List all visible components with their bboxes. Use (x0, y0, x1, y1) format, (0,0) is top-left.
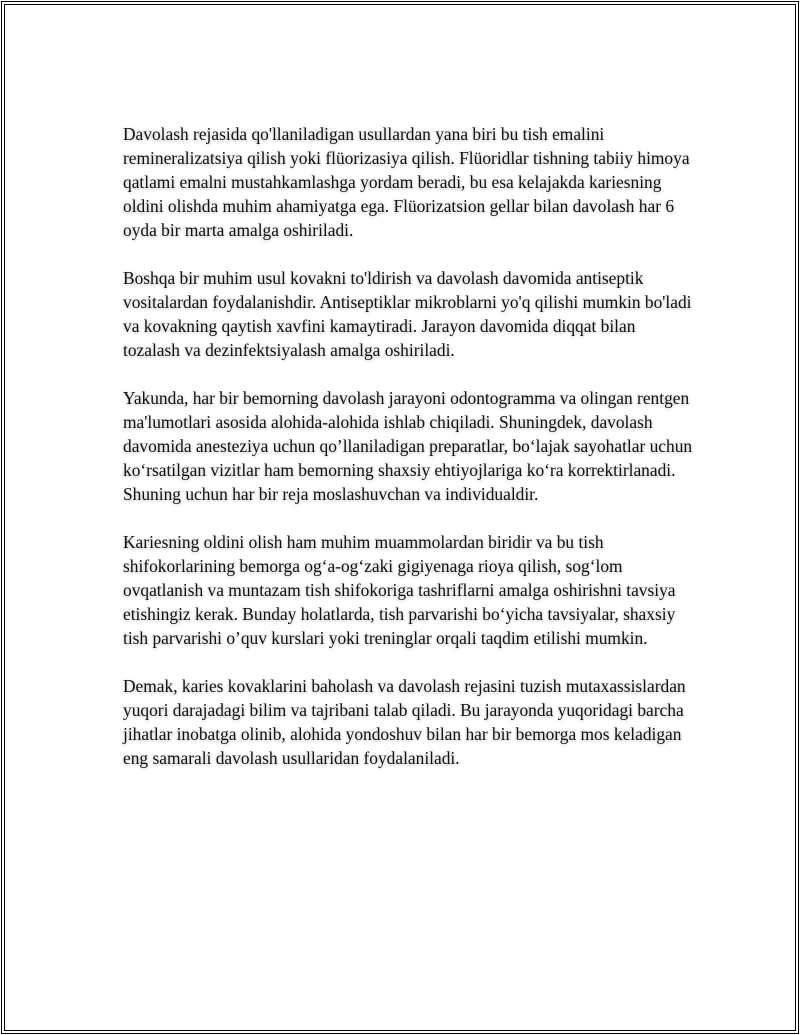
document-body (123, 122, 695, 794)
paragraph-3: Yakunda, har bir bemorning davolash jarayoni odontogramma va olingan rentgen ma'lumotlari asosida alohida-alohida ishlab chiqiladi. Shuningdek, davolash davomida anesteziya uchun qo’llaniladigan preparatlar, bo‘lajak sayohatlar uchun ko‘rsatilgan vizitlar ham bemorning shaxsiy ehtiyojlariga ko‘ra korrektirlanadi. Shuning uchun har bir reja moslashuvchan va individualdir. (123, 388, 693, 504)
page-frame (4, 4, 796, 1031)
paragraph-5: Demak, karies kovaklarini baholash va davolash rejasini tuzish mutaxassislardan yuqori darajadagi bilim va tajribani talab qiladi. Bu jarayonda yuqoridagi barcha jihatlar inobatga olinib, alohida yondoshuv bilan har bir bemorga mos keladigan eng samarali davolash usullaridan foydalaniladi. (123, 676, 686, 768)
paragraph-2: Boshqa bir muhim usul kovakni to'ldirish va davolash davomida antiseptik vositalardan foydalanishdir. Antiseptiklar mikroblarni yo'q qilishi mumkin bo'ladi va kovakning qaytish xavfini kamaytiradi. Jarayon davomida diqqat bilan tozalash va dezinfektsiyalash amalga oshiriladi. (123, 268, 692, 360)
paragraph-4: Kariesning oldini olish ham muhim muammolardan biridir va bu tish shifokorlarining bemorga og‘a-og‘zaki gigiyenaga rioya qilish, sog‘lom ovqatlanish va muntazam tish shifokoriga tashriflarni amalga oshirishni tavsiya etishingiz kerak. Bunday holatlarda, tish parvarishi bo‘yicha tavsiyalar, shaxsiy tish parvarishi o’quv kurslari yoki treninglar orqali taqdim etilishi mumkin. (123, 532, 676, 648)
paragraph-1: Davolash rejasida qo'llaniladigan usullardan yana biri bu tish emalini remineralizatsiya qilish yoki flüorizasiya qilish. Flüoridlar tishning tabiiy himoya qatlami emalni mustahkamlashga yordam beradi, bu esa kelajakda kariesning oldini olishda muhim ahamiyatga ega. Flüorizatsion gellar bilan davolash har 6 oyda bir marta amalga oshiriladi. (123, 124, 690, 240)
